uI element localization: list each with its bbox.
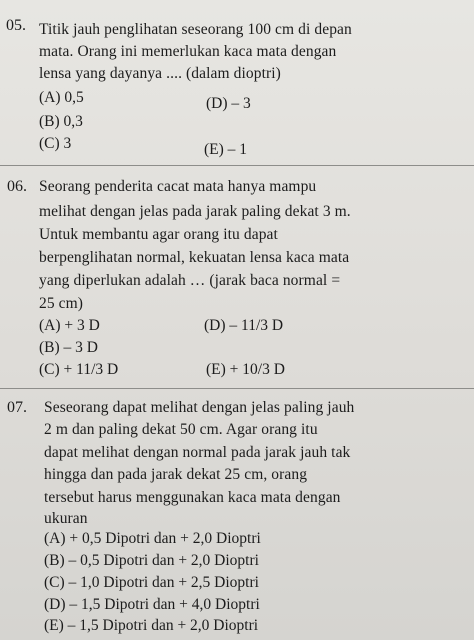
option-a: (A) + 3 D <box>39 317 100 334</box>
option-e: (E) + 10/3 D <box>206 361 285 378</box>
question-text-line: Seseorang dapat melihat dengan jelas paling jauh <box>44 399 355 416</box>
question-text-line: hingga dan pada jarak dekat 25 cm, orang <box>44 466 308 483</box>
option-d: (D) – 11/3 D <box>204 317 284 334</box>
question-text-line: yang diperlukan adalah … (jarak baca normal = <box>39 272 341 289</box>
question-text-line: Untuk membantu agar orang itu dapat <box>39 226 278 243</box>
question-text-line: dapat melihat dengan normal pada jarak jauh tak <box>44 444 351 461</box>
option-a: (A) + 0,5 Dipotri dan + 2,0 Dioptri <box>44 530 261 547</box>
question-text-line: mata. Orang ini memerlukan kaca mata dengan <box>39 43 337 60</box>
question-text-line: 25 cm) <box>39 295 84 312</box>
option-b: (B) – 0,5 Dipotri dan + 2,0 Dioptri <box>44 552 259 569</box>
option-c: (C) 3 <box>39 135 72 152</box>
option-e: (E) – 1 <box>204 141 248 158</box>
question-number: 07. <box>7 399 27 416</box>
option-b: (B) 0,3 <box>39 113 83 130</box>
option-e: (E) – 1,5 Dipotri dan + 2,0 Dioptri <box>44 617 259 634</box>
option-a: (A) 0,5 <box>39 89 84 106</box>
question-text-line: berpenglihatan normal, kekuatan lensa kaca mata <box>39 249 350 266</box>
option-c: (C) + 11/3 D <box>39 361 119 378</box>
question-text-line: Titik jauh penglihatan seseorang 100 cm di depan <box>39 21 352 38</box>
section-divider <box>0 388 474 389</box>
question-text-line: ukuran <box>44 510 88 527</box>
option-d: (D) – 3 <box>206 95 251 112</box>
question-text-line: tersebut harus menggunakan kaca mata dengan <box>44 489 341 506</box>
question-number: 06. <box>7 178 27 195</box>
question-number: 05. <box>6 17 26 34</box>
option-d: (D) – 1,5 Dipotri dan + 4,0 Dioptri <box>44 596 260 613</box>
option-b: (B) – 3 D <box>39 339 98 356</box>
question-text-line: 2 m dan paling dekat 50 cm. Agar orang itu <box>44 421 318 438</box>
question-text-line: melihat dengan jelas pada jarak paling dekat 3 m. <box>39 203 351 220</box>
question-text-line: Seorang penderita cacat mata hanya mampu <box>39 178 317 195</box>
section-divider <box>0 165 474 166</box>
option-c: (C) – 1,0 Dipotri dan + 2,5 Dioptri <box>44 574 259 591</box>
question-text-line: lensa yang dayanya .... (dalam dioptri) <box>39 65 281 82</box>
